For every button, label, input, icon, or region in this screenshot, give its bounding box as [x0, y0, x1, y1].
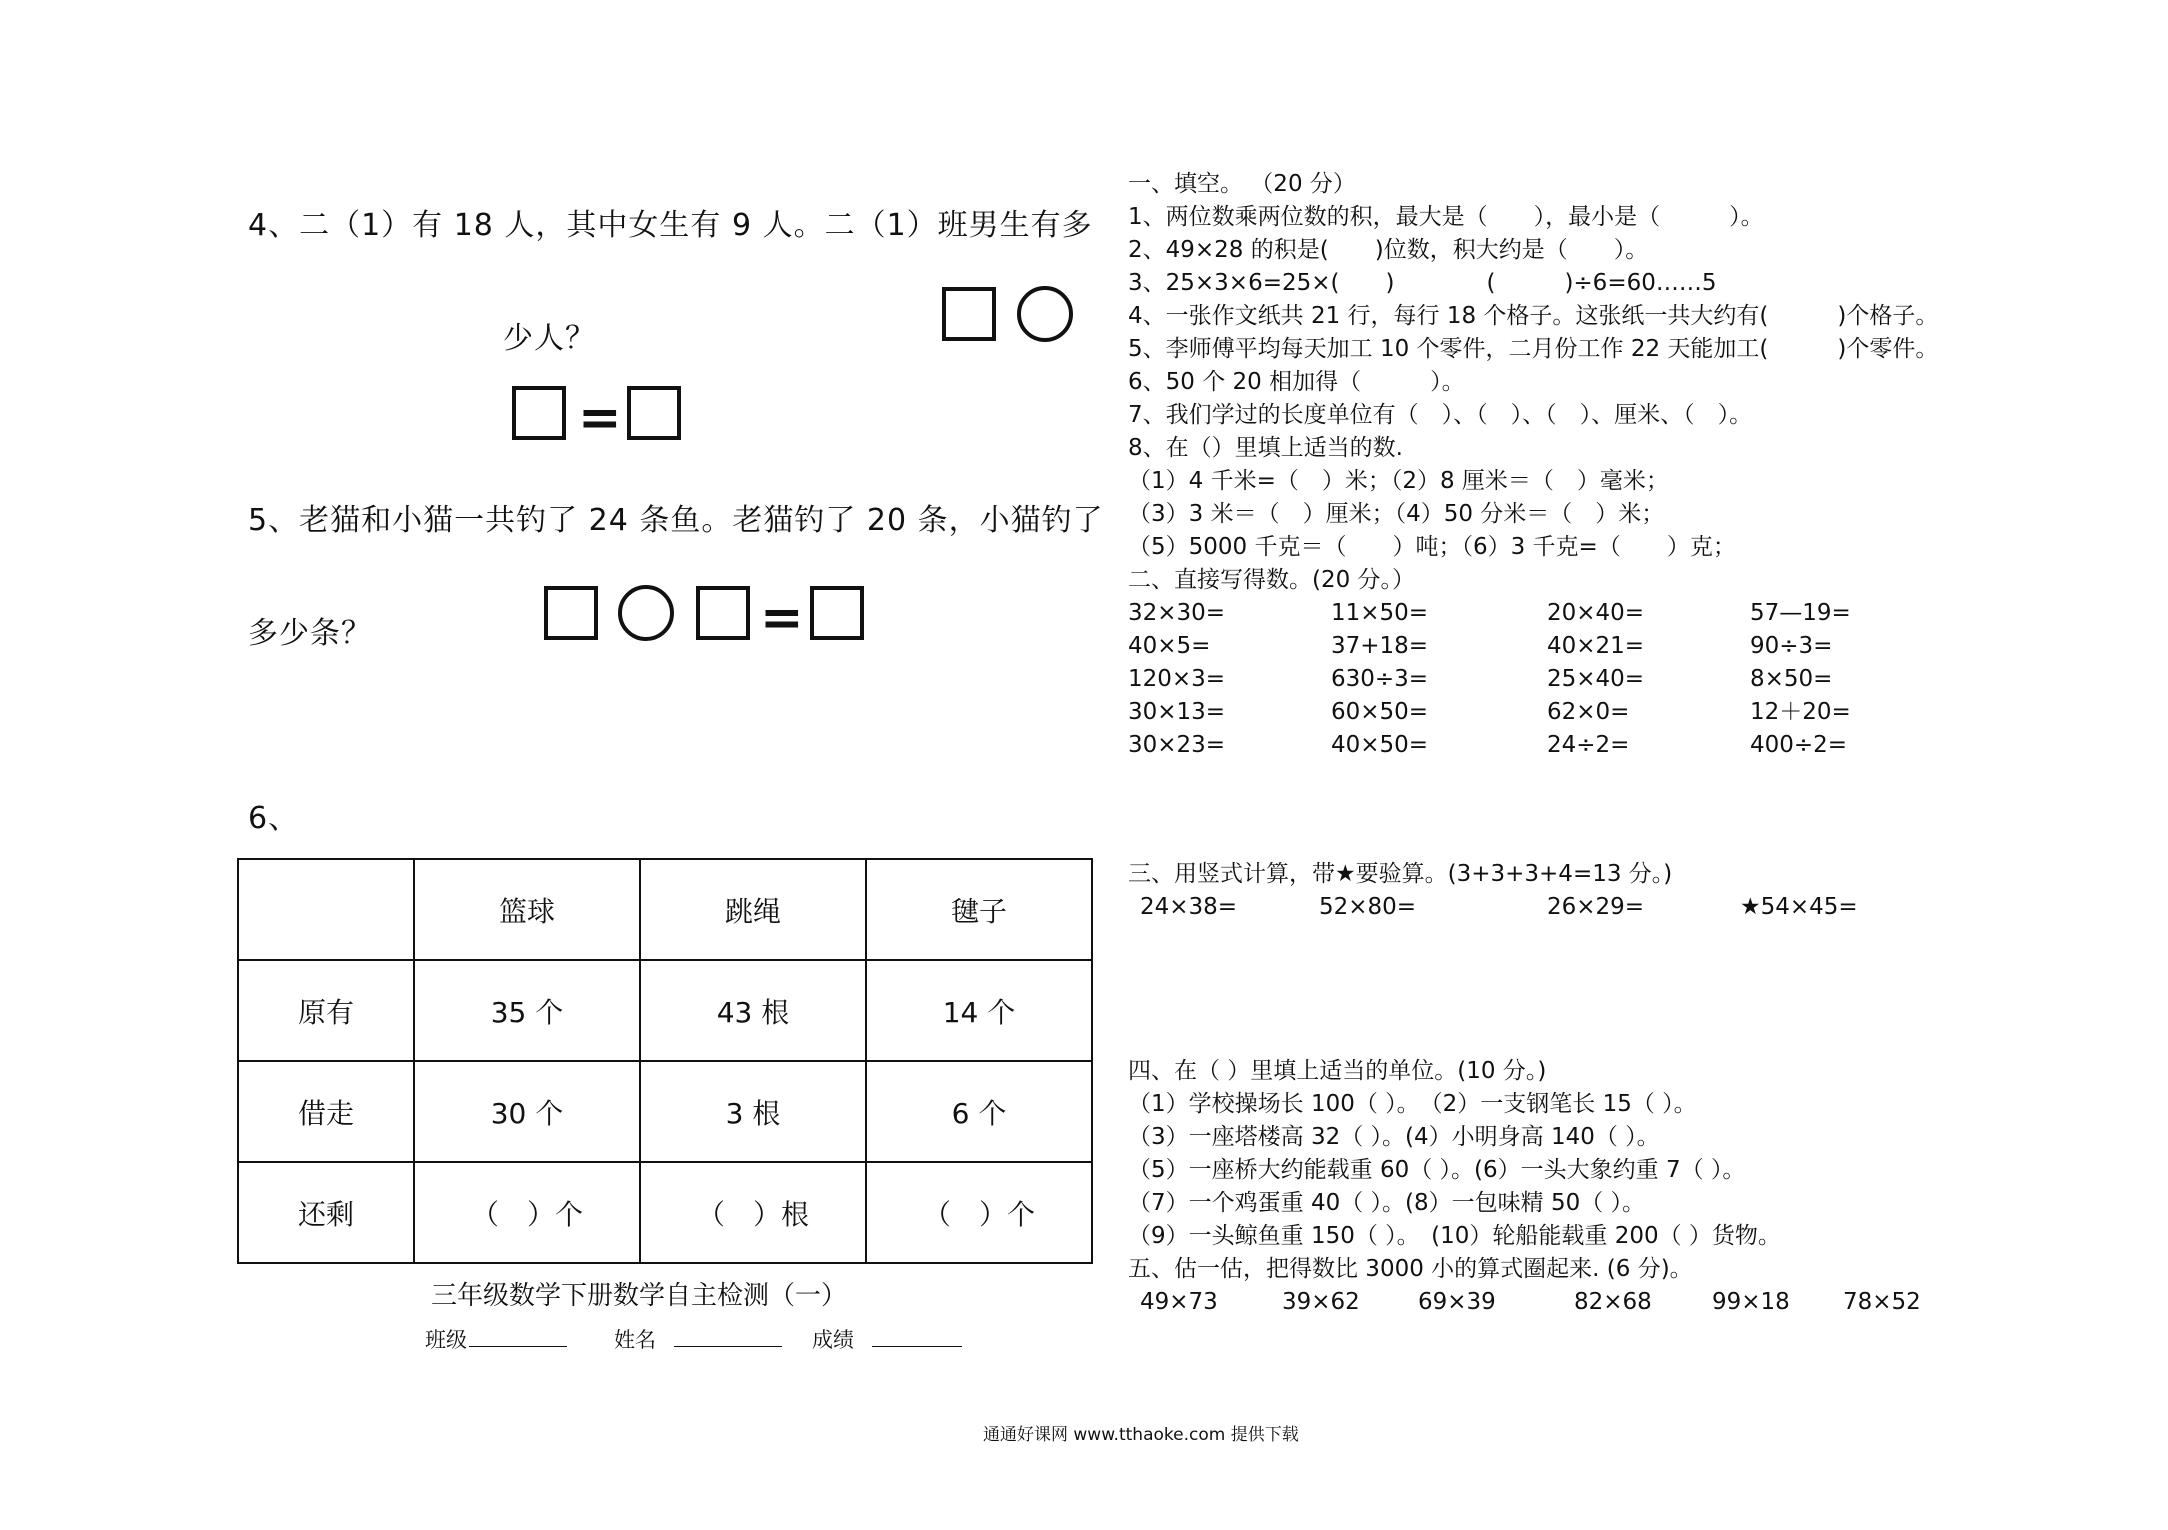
question-item: （3）3 米＝（ ）厘米；（4）50 分米＝（ ）米；: [1128, 501, 1665, 527]
question-item: （1）学校操场长 100（ ）。 （2）一支钢笔长 15（ ）。: [1128, 1091, 1697, 1117]
calc-item: 40×5=: [1128, 633, 1211, 659]
equals-sign: =: [760, 588, 804, 648]
section-2-heading: 二、直接写得数。(20 分。）: [1128, 567, 1416, 593]
question-item: （9）一头鲸鱼重 150（ ）。 (10）轮船能载重 200（ ）货物。: [1128, 1223, 1781, 1249]
q4-line2: 少人？: [503, 321, 596, 356]
calc-item: 30×23=: [1128, 732, 1226, 758]
table-cell: （ ）根: [640, 1162, 866, 1263]
calc-item: 32×30=: [1128, 600, 1226, 626]
q4-line1: 4、二（1）有 18 人，其中女生有 9 人。二（1）班男生有多: [248, 208, 1093, 243]
table-cell: 6 个: [866, 1061, 1092, 1162]
calc-item: 40×21=: [1547, 633, 1645, 659]
borrow-table: [237, 858, 1093, 1264]
table-cell: （ ）个: [866, 1162, 1092, 1263]
section-4-heading: 四、在（ ）里填上适当的单位。(10 分。): [1128, 1058, 1547, 1084]
question-item: 6、50 个 20 相加得（ ）。: [1128, 369, 1465, 395]
table-row: [238, 1061, 1092, 1162]
exam-title: 三年级数学下册数学自主检测（一）: [431, 1281, 848, 1311]
calc-item: 37+18=: [1331, 633, 1429, 659]
calc-item: 24÷2=: [1547, 732, 1630, 758]
section-3-heading: 三、用竖式计算，带★要验算。(3+3+3+4=13 分。): [1128, 861, 1673, 887]
calc-item: 11×50=: [1331, 600, 1429, 626]
answer-box: [810, 586, 864, 640]
table-header-cell: 毽子: [866, 859, 1092, 960]
operator-circle: [618, 585, 674, 641]
estimate-item[interactable]: 69×39: [1418, 1289, 1496, 1315]
row-label: 原有: [238, 960, 414, 1061]
row-label: 还剩: [238, 1162, 414, 1263]
section-3-items: [1140, 891, 1900, 924]
question-item: 4、一张作文纸共 21 行，每行 18 个格子。这张纸一共大约有( )个格子。: [1128, 303, 1939, 329]
section-4: [1128, 1055, 1781, 1286]
question-item: 5、李师傅平均每天加工 10 个零件，二月份工作 22 天能加工( )个零件。: [1128, 336, 1939, 362]
equals-sign: =: [578, 388, 622, 448]
section-1: [1128, 168, 1938, 597]
name-label: 姓名: [614, 1328, 656, 1352]
question-item: 8、在（）里填上适当的数.: [1128, 435, 1403, 461]
calc-item: 630÷3=: [1331, 666, 1429, 692]
answer-box: [627, 386, 681, 440]
estimate-item[interactable]: 49×73: [1140, 1289, 1218, 1315]
calc-row: [1128, 630, 1888, 663]
table-header-row: [238, 859, 1092, 960]
table-cell: 43 根: [640, 960, 866, 1061]
vertical-calc-item: 52×80=: [1319, 894, 1417, 920]
score-field: [812, 1324, 962, 1354]
section-1-heading: 一、填空。 （20 分）: [1128, 171, 1356, 197]
answer-box: [696, 586, 750, 640]
question-item: （7）一个鸡蛋重 40（ ）。(8）一包味精 50（ ）。: [1128, 1190, 1646, 1216]
table-cell: （ ）个: [414, 1162, 640, 1263]
estimate-item[interactable]: 78×52: [1843, 1289, 1921, 1315]
question-item: （1）4 千米=（ ）米；（2）8 厘米＝（ ）毫米；: [1128, 468, 1669, 494]
table-header-cell: 跳绳: [640, 859, 866, 960]
estimate-item[interactable]: 99×18: [1712, 1289, 1790, 1315]
class-blank[interactable]: [469, 1346, 567, 1347]
table-cell: 35 个: [414, 960, 640, 1061]
operator-circle: [1017, 286, 1073, 342]
score-blank[interactable]: [872, 1346, 962, 1347]
calc-item: 90÷3=: [1750, 633, 1833, 659]
name-field: [614, 1324, 782, 1354]
calc-item: 40×50=: [1331, 732, 1429, 758]
table-row: [238, 1162, 1092, 1263]
row-label: 借走: [238, 1061, 414, 1162]
vertical-calc-item: ★54×45=: [1740, 894, 1858, 920]
calc-item: 400÷2=: [1750, 732, 1848, 758]
table-cell: 30 个: [414, 1061, 640, 1162]
table-cell: 14 个: [866, 960, 1092, 1061]
calc-item: 12＋20=: [1750, 699, 1851, 725]
name-blank[interactable]: [674, 1346, 782, 1347]
calc-item: 25×40=: [1547, 666, 1645, 692]
score-label: 成绩: [812, 1328, 854, 1352]
calc-row: [1128, 696, 1888, 729]
estimate-item[interactable]: 39×62: [1282, 1289, 1360, 1315]
table-cell: 3 根: [640, 1061, 866, 1162]
section-5-heading: 五、估一估，把得数比 3000 小的算式圈起来. (6 分)。: [1128, 1256, 1693, 1282]
section-5-items: [1140, 1286, 1940, 1319]
calc-item: 120×3=: [1128, 666, 1226, 692]
vertical-calc-item: 26×29=: [1547, 894, 1645, 920]
vertical-calc-item: 24×38=: [1140, 894, 1238, 920]
answer-box: [512, 386, 566, 440]
table-header-cell: 篮球: [414, 859, 640, 960]
footer-credit: 通通好课网 www.tthaoke.com 提供下载: [983, 1425, 1299, 1445]
calc-item: 62×0=: [1547, 699, 1630, 725]
q5-line1: 5、老猫和小猫一共钓了 24 条鱼。老猫钓了 20 条，小猫钓了: [248, 503, 1104, 538]
calc-row: [1128, 597, 1888, 630]
calc-item: 57—19=: [1750, 600, 1851, 626]
calc-item: 8×50=: [1750, 666, 1833, 692]
calc-item: 20×40=: [1547, 600, 1645, 626]
table-cell: [238, 859, 414, 960]
answer-box: [942, 287, 996, 341]
calc-item: 30×13=: [1128, 699, 1226, 725]
question-item: 2、49×28 的积是( )位数，积大约是（ ）。: [1128, 237, 1649, 263]
question-item: （3）一座塔楼高 32（ ）。(4）小明身高 140（ ）。: [1128, 1124, 1660, 1150]
question-item: 7、我们学过的长度单位有（ ）、（ ）、（ ）、厘米、（ ）。: [1128, 402, 1753, 428]
section-2-grid: [1128, 597, 1888, 767]
table-row: [238, 960, 1092, 1061]
q5-line2: 多少条？: [248, 616, 372, 651]
estimate-item[interactable]: 82×68: [1574, 1289, 1652, 1315]
class-field: [425, 1324, 567, 1354]
question-item: 1、两位数乘两位数的积，最大是（ ），最小是（ ）。: [1128, 204, 1764, 230]
q6-label: 6、: [248, 801, 300, 836]
class-label: 班级: [425, 1328, 467, 1352]
answer-box: [544, 586, 598, 640]
calc-item: 60×50=: [1331, 699, 1429, 725]
calc-row: [1128, 663, 1888, 696]
question-item: （5）5000 千克＝（ ）吨；（6）3 千克=（ ）克；: [1128, 534, 1736, 560]
question-item: （5）一座桥大约能载重 60（ ）。(6）一头大象约重 7（ ）。: [1128, 1157, 1746, 1183]
question-item: 3、25×3×6=25×( ) ( )÷6=60……5: [1128, 270, 1717, 296]
calc-row: [1128, 729, 1888, 762]
